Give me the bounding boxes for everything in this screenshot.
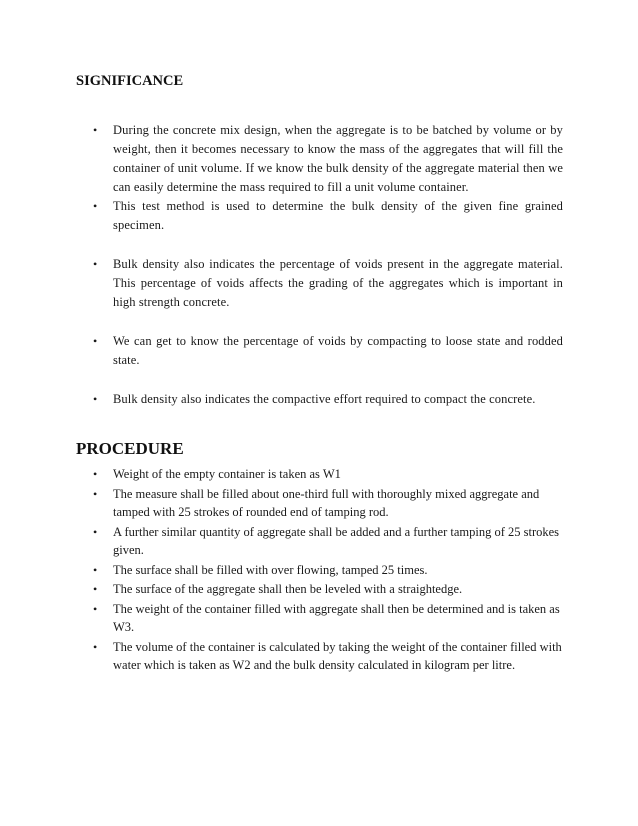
significance-item: • Bulk density also indicates the percentage of voids present in the aggregate material. This percentage of voids affects the grading of the aggregates which is important in high strength concrete.	[113, 255, 563, 312]
procedure-step: • A further similar quantity of aggregate shall be added and a further tamping of 25 strokes given.	[113, 523, 563, 560]
procedure-step: • The surface of the aggregate shall then be leveled with a straightedge.	[113, 580, 563, 599]
procedure-step: • The weight of the container filled with aggregate shall then be determined and is taken as W3.	[113, 600, 563, 637]
significance-item: • During the concrete mix design, when the aggregate is to be batched by volume or by weight, then it becomes necessary to know the mass of the aggregates that will fill the container of unit volume. If we know the bulk density of the aggregate material then we can easily determine the mass required to fill a unit volume container.	[113, 121, 563, 197]
procedure-step: • The measure shall be filled about one-third full with thoroughly mixed aggregate and tamped with 25 strokes of rounded end of tamping rod.	[113, 485, 563, 522]
significance-item: • Bulk density also indicates the compactive effort required to compact the concrete.	[113, 390, 563, 409]
procedure-step: • The surface shall be filled with over flowing, tamped 25 times.	[113, 561, 563, 580]
significance-item: • This test method is used to determine the bulk density of the given fine grained specimen.	[113, 197, 563, 235]
procedure-step: • Weight of the empty container is taken as W1	[113, 465, 563, 484]
significance-item: • We can get to know the percentage of voids by compacting to loose state and rodded state.	[113, 332, 563, 370]
procedure-step: • The volume of the container is calculated by taking the weight of the container filled with water which is taken as W2 and the bulk density calculated in kilogram per litre.	[113, 638, 563, 675]
significance-heading: SIGNIFICANCE	[76, 73, 184, 89]
procedure-heading: PROCEDURE	[76, 439, 184, 458]
procedure-list	[113, 465, 563, 676]
significance-list	[113, 121, 563, 409]
